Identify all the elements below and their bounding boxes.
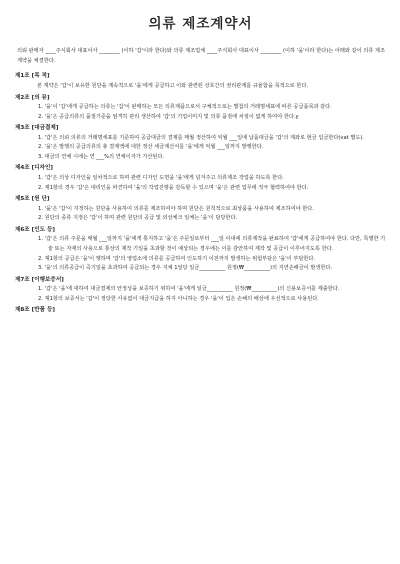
article-clause: 2. 제1항의 보증서는 '갑'이 정당한 사유없이 대금지급을 하지 아니하는 경우 '을'이 입은 손해의 배상에 우선적으로 사용된다. — [38, 295, 319, 302]
article-8 — [15, 306, 386, 316]
article-2 — [15, 94, 386, 123]
article-clause: 2. 제1항의 공급은 '을'이 행하며 '갑'의 영업소에 의류를 공급하여 인도하기 이전까지 발생하는 위험부담은 '을'이 부담한다. — [38, 255, 316, 262]
article-1 — [15, 72, 386, 91]
article-4 — [15, 164, 386, 193]
document-title: 의류 제조계약서 — [148, 16, 253, 32]
contract-intro: 의뢰 판매자 ____주식회사 대표이사 ________ (이하 '갑'이라 한다)와 의류 제조업체 ____주식회사 대표이사 ________ (이하 '을'이라 한다)는 아래와 같이 의류 제조계약을 체결한다. — [17, 48, 385, 65]
article-7 — [15, 276, 386, 305]
article-clause: 1. '갑'은 '을'에 대하여 대금결제의 안정성을 보증하기 위하여 '을'에게 일금__________ 원정(₩__________)의 신용보증서를 제출한다. — [38, 286, 340, 293]
article-heading: 제4조 [디자인] — [15, 165, 53, 172]
article-heading: 제6조 [인도 등] — [15, 226, 55, 233]
article-heading: 제1조 [목 적] — [15, 73, 50, 80]
article-body: 본 계약은 '갑'이 보유한 원단을 계속적으로 '을'에게 공급하고 이와 관련된 상호간의 권리관계를 규율함을 목적으로 한다. — [37, 82, 308, 89]
article-heading: 제2조 [의 뮤] — [15, 94, 50, 101]
article-3 — [15, 124, 386, 162]
article-clause: 1. '갑'은 의류 주문을 매월 ___일까지 '을'에게 통지하고 '을'은 주문일로부터 ___일 이내에 의류제작을 완료하여 '갑'에게 공급하여야 한다. 다만, 특별한 기술 또는 자재의 사용으로 통상의 제작 기일을 초과할 것이 예상되는 경우에는 이를 감안하여 제작 및 공급이 이루어지도록 한다. — [38, 236, 386, 252]
article-clause: 2. 원단의 종류 지정은 '갑'이 하며 관련 원단의 공급 및 외상체크 일체는 '을'이 담당한다. — [38, 215, 238, 222]
article-6 — [15, 226, 386, 274]
article-clause: 3. '을'의 의류공급이 즉기일을 초과하여 공급되는 경우 지체 1일당 일금__________ 원정(₩__________)의 지연손해금이 발생한다. — [38, 265, 333, 272]
article-5 — [15, 195, 386, 224]
article-heading: 제3조 [대금결제] — [15, 125, 59, 132]
article-clause: 1. '을'이 '갑'에게 공급하는 의류는 '갑'이 판매하는 모든 의류제품으로서 구체적으로는 별첨의 거래명세표에 따른 공급품목과 같다. — [38, 104, 332, 110]
article-clause: 2. 제1항의 경우 '갑'은 대리인을 파견하여 '을'의 작업진행을 감독할 수 있으며 '을'은 관련 업무에 적극 협력하여야 한다. — [38, 184, 309, 191]
article-clause: 2. '을'은 발행의 공급의류의 총 결제액에 대한 정산 세금계산서를 '을'에게 익월 ___일까지 발행한다. — [38, 144, 264, 151]
article-clause: 1. '갑'은 의상 디자인을 일차적으로 하며 관련 디자인 도면을 '을'에게 넘겨주고 의류제조 작업을 하도록 한다. — [38, 174, 284, 181]
article-heading: 제5조 [원 단] — [15, 196, 50, 203]
article-clause: 3. 대금의 연체 시에는 연 ___%의 연체이자가 가산된다. — [38, 153, 165, 160]
article-clause: 2. '을'은 공급의류의 품질기준을 엄격히 관리 생산하여 '갑'의 기업이미지 및 의류 품질에 차질이 없게 하여야 한다.y — [38, 113, 299, 120]
article-clause: 1. '갑'은 의뢰 의류의 거래명세표를 기준하여 공급대금의 결제를 매월 정산하여 익월 ___일에 납품대금을 '갑'의 계좌로 현금 입금한다(vat 별도). — [38, 134, 365, 141]
article-clause: 1. '을'은 '갑'이 지정하는 원단을 사용하여 의류를 제조하여야 하며 원단은 원칙적으로 최상품을 사용하여 제조하여야 한다. — [38, 205, 314, 212]
article-heading: 제7조 [이행보증서] — [15, 276, 64, 283]
article-heading: 제8조 [반품 등] — [15, 307, 55, 314]
